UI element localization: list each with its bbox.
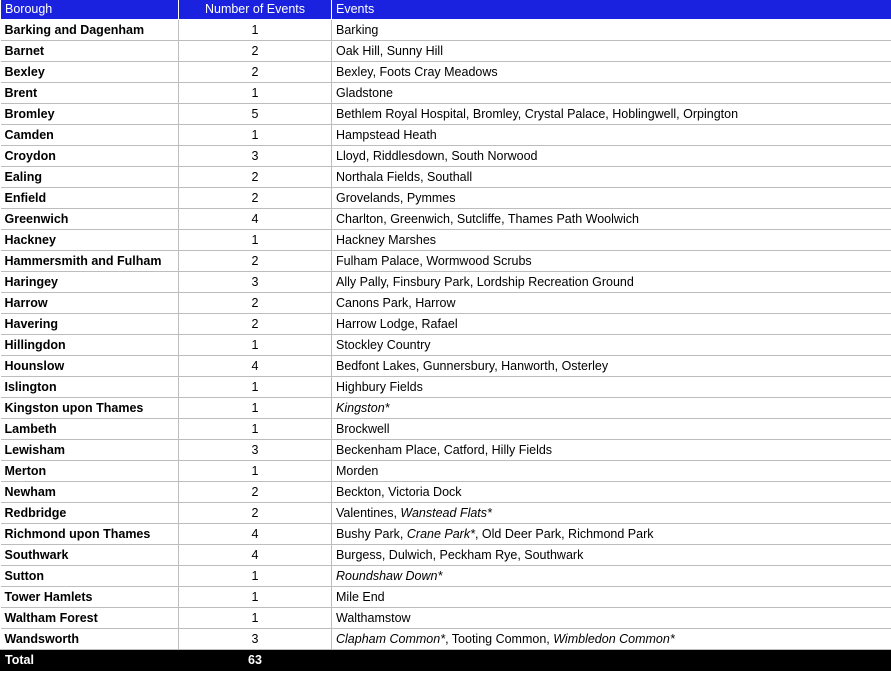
borough-cell: Harrow xyxy=(1,293,179,314)
events-cell xyxy=(332,545,891,566)
event-count-cell: 2 xyxy=(179,314,332,335)
events-cell xyxy=(332,524,891,545)
header-borough: Borough xyxy=(1,0,179,20)
event-count-cell: 1 xyxy=(179,398,332,419)
events-cell xyxy=(332,419,891,440)
event-count-cell: 4 xyxy=(179,356,332,377)
event-text: Bedfont Lakes, Gunnersbury, Hanworth, Osterley xyxy=(336,359,609,373)
events-cell xyxy=(332,608,891,629)
event-count-cell: 1 xyxy=(179,461,332,482)
event-count-cell: 4 xyxy=(179,209,332,230)
event-count-cell: 2 xyxy=(179,503,332,524)
event-text: Harrow Lodge, Rafael xyxy=(336,317,458,331)
event-text: , Tooting Common, xyxy=(445,632,554,646)
borough-cell: Tower Hamlets xyxy=(1,587,179,608)
table-row xyxy=(1,83,891,104)
event-text: Ally Pally, Finsbury Park, Lordship Recreation Ground xyxy=(336,275,634,289)
borough-cell: Havering xyxy=(1,314,179,335)
event-count-cell: 1 xyxy=(179,335,332,356)
event-count-cell: 1 xyxy=(179,587,332,608)
table-row xyxy=(1,314,891,335)
borough-cell: Barnet xyxy=(1,41,179,62)
borough-cell: Redbridge xyxy=(1,503,179,524)
events-cell xyxy=(332,125,891,146)
borough-cell: Islington xyxy=(1,377,179,398)
events-cell xyxy=(332,482,891,503)
event-text: Valentines, xyxy=(336,506,401,520)
table-row xyxy=(1,608,891,629)
event-text: Bethlem Royal Hospital, Bromley, Crystal Palace, Hoblingwell, Orpington xyxy=(336,107,739,121)
header-events: Events xyxy=(332,0,891,20)
table-row xyxy=(1,209,891,230)
borough-cell: Haringey xyxy=(1,272,179,293)
events-cell xyxy=(332,335,891,356)
borough-cell: Lewisham xyxy=(1,440,179,461)
table-row xyxy=(1,167,891,188)
event-count-cell: 1 xyxy=(179,230,332,251)
event-text: Grovelands, Pymmes xyxy=(336,191,456,205)
table-row xyxy=(1,272,891,293)
event-text: Canons Park, Harrow xyxy=(336,296,456,310)
borough-cell: Brent xyxy=(1,83,179,104)
event-text: Walthamstow xyxy=(336,611,411,625)
event-text: Kingston* xyxy=(336,401,390,415)
event-count-cell: 1 xyxy=(179,608,332,629)
event-text: Fulham Palace, Wormwood Scrubs xyxy=(336,254,532,268)
event-count-cell: 1 xyxy=(179,566,332,587)
events-cell xyxy=(332,398,891,419)
table-row xyxy=(1,566,891,587)
table-row xyxy=(1,545,891,566)
events-cell xyxy=(332,629,891,650)
borough-cell: Richmond upon Thames xyxy=(1,524,179,545)
table-row xyxy=(1,335,891,356)
events-cell xyxy=(332,314,891,335)
borough-cell: Bromley xyxy=(1,104,179,125)
events-cell xyxy=(332,188,891,209)
borough-cell: Croydon xyxy=(1,146,179,167)
event-text: Northala Fields, Southall xyxy=(336,170,473,184)
event-text: Brockwell xyxy=(336,422,390,436)
borough-cell: Hillingdon xyxy=(1,335,179,356)
event-count-cell: 1 xyxy=(179,20,332,41)
event-count-cell: 1 xyxy=(179,419,332,440)
borough-cell: Greenwich xyxy=(1,209,179,230)
event-count-cell: 2 xyxy=(179,167,332,188)
event-text: Highbury Fields xyxy=(336,380,423,394)
table-row xyxy=(1,188,891,209)
table-row xyxy=(1,251,891,272)
event-count-cell: 4 xyxy=(179,545,332,566)
event-text: Hackney Marshes xyxy=(336,233,437,247)
event-text: Lloyd, Riddlesdown, South Norwood xyxy=(336,149,538,163)
table-row xyxy=(1,419,891,440)
borough-cell: Barking and Dagenham xyxy=(1,20,179,41)
events-cell xyxy=(332,230,891,251)
events-cell xyxy=(332,293,891,314)
borough-cell: Kingston upon Thames xyxy=(1,398,179,419)
event-text: Wanstead Flats* xyxy=(400,506,492,520)
table-row xyxy=(1,440,891,461)
borough-cell: Enfield xyxy=(1,188,179,209)
events-cell xyxy=(332,272,891,293)
borough-cell: Hounslow xyxy=(1,356,179,377)
total-value: 63 xyxy=(179,650,332,671)
event-count-cell: 1 xyxy=(179,125,332,146)
event-text: Bushy Park, xyxy=(336,527,407,541)
table-row xyxy=(1,398,891,419)
total-label: Total xyxy=(1,650,179,671)
borough-cell: Camden xyxy=(1,125,179,146)
event-count-cell: 5 xyxy=(179,104,332,125)
events-cell xyxy=(332,461,891,482)
event-text: Clapham Common* xyxy=(336,632,446,646)
event-text: Burgess, Dulwich, Peckham Rye, Southwark xyxy=(336,548,584,562)
event-text: Charlton, Greenwich, Sutcliffe, Thames Path Woolwich xyxy=(336,212,639,226)
table-row xyxy=(1,524,891,545)
table-row xyxy=(1,41,891,62)
event-text: Barking xyxy=(336,23,379,37)
total-empty xyxy=(332,650,891,671)
table-row xyxy=(1,146,891,167)
table-row xyxy=(1,230,891,251)
event-count-cell: 2 xyxy=(179,293,332,314)
event-count-cell: 3 xyxy=(179,440,332,461)
borough-cell: Bexley xyxy=(1,62,179,83)
event-count-cell: 2 xyxy=(179,251,332,272)
events-cell xyxy=(332,104,891,125)
event-text: Stockley Country xyxy=(336,338,431,352)
table-row xyxy=(1,62,891,83)
table-row xyxy=(1,293,891,314)
event-count-cell: 4 xyxy=(179,524,332,545)
event-text: Bexley, Foots Cray Meadows xyxy=(336,65,498,79)
borough-cell: Hackney xyxy=(1,230,179,251)
table-row xyxy=(1,482,891,503)
event-text: , Old Deer Park, Richmond Park xyxy=(474,527,654,541)
borough-cell: Wandsworth xyxy=(1,629,179,650)
event-text: Wimbledon Common* xyxy=(553,632,675,646)
borough-cell: Ealing xyxy=(1,167,179,188)
event-count-cell: 3 xyxy=(179,629,332,650)
borough-cell: Merton xyxy=(1,461,179,482)
event-text: Morden xyxy=(336,464,379,478)
event-text: Roundshaw Down* xyxy=(336,569,443,583)
events-cell xyxy=(332,251,891,272)
event-text: Oak Hill, Sunny Hill xyxy=(336,44,443,58)
events-cell xyxy=(332,62,891,83)
event-count-cell: 1 xyxy=(179,83,332,104)
event-text: Hampstead Heath xyxy=(336,128,437,142)
event-count-cell: 2 xyxy=(179,62,332,83)
events-cell xyxy=(332,377,891,398)
header-row xyxy=(1,0,891,20)
table-row xyxy=(1,503,891,524)
borough-cell: Hammersmith and Fulham xyxy=(1,251,179,272)
borough-cell: Sutton xyxy=(1,566,179,587)
borough-cell: Lambeth xyxy=(1,419,179,440)
events-cell xyxy=(332,587,891,608)
events-cell xyxy=(332,209,891,230)
table-row xyxy=(1,125,891,146)
table-row xyxy=(1,356,891,377)
event-count-cell: 2 xyxy=(179,41,332,62)
table-row xyxy=(1,629,891,650)
table-row xyxy=(1,104,891,125)
events-cell xyxy=(332,356,891,377)
table-row xyxy=(1,461,891,482)
header-number-of-events: Number of Events xyxy=(179,0,332,20)
event-count-cell: 2 xyxy=(179,188,332,209)
events-cell xyxy=(332,566,891,587)
events-cell xyxy=(332,83,891,104)
borough-cell: Southwark xyxy=(1,545,179,566)
table-row xyxy=(1,587,891,608)
table-row xyxy=(1,377,891,398)
events-cell xyxy=(332,440,891,461)
table-row xyxy=(1,20,891,41)
events-cell xyxy=(332,41,891,62)
event-text: Beckenham Place, Catford, Hilly Fields xyxy=(336,443,553,457)
events-cell xyxy=(332,20,891,41)
events-cell xyxy=(332,503,891,524)
borough-cell: Newham xyxy=(1,482,179,503)
events-cell xyxy=(332,146,891,167)
event-count-cell: 2 xyxy=(179,482,332,503)
event-text: Beckton, Victoria Dock xyxy=(336,485,462,499)
event-count-cell: 1 xyxy=(179,377,332,398)
borough-cell: Waltham Forest xyxy=(1,608,179,629)
event-count-cell: 3 xyxy=(179,146,332,167)
event-text: Mile End xyxy=(336,590,385,604)
event-text: Crane Park* xyxy=(406,527,475,541)
total-row xyxy=(1,650,891,671)
event-text: Gladstone xyxy=(336,86,393,100)
event-count-cell: 3 xyxy=(179,272,332,293)
events-cell xyxy=(332,167,891,188)
